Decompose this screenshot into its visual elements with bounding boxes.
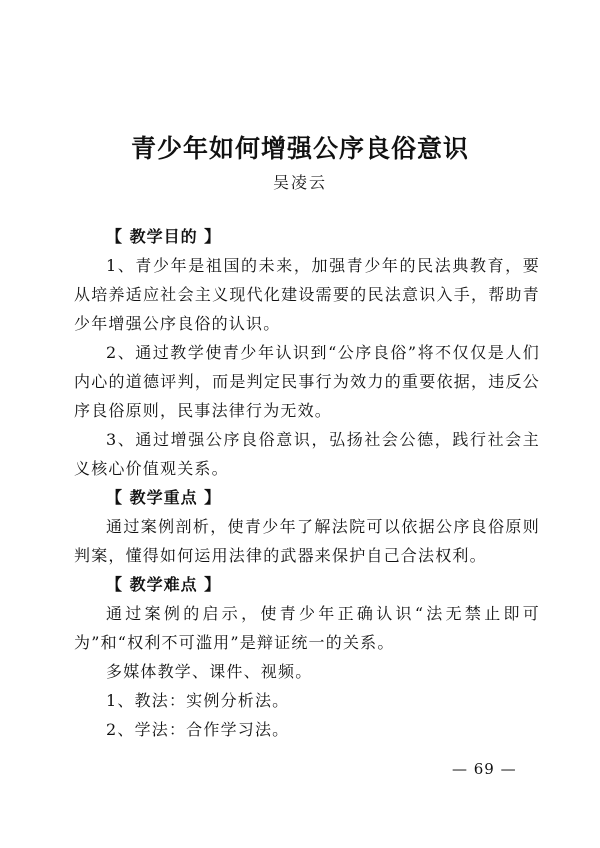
key-points-text: 通过案例剖析，使青少年了解法院可以依据公序良俗原则判案，懂得如何运用法律的武器来保护自己合法权利。 [74, 517, 540, 565]
difficulties-heading: 【 教学难点 】 [106, 575, 222, 594]
objective-item-3: 3、通过增强公序良俗意识，弘扬社会公德，践行社会主义核心价值观关系。 [74, 430, 540, 478]
page-number: — 69 — [452, 760, 517, 778]
objective-item-2: 2、通过教学使青少年认识到“公序良俗”将不仅仅是人们内心的道德评判，而是判定民事行为效力的重要依据，违反公序良俗原则，民事法律行为无效。 [74, 343, 540, 420]
method-line-3: 2、学法：合作学习法。 [106, 720, 290, 739]
objective-item-1: 1、青少年是祖国的未来，加强青少年的民法典教育，要从培养适应社会主义现代化建设需要的民法意识入手，帮助青少年增强公序良俗的认识。 [74, 256, 540, 333]
method-line-2: 1、教法：实例分析法。 [106, 691, 290, 710]
key-points-heading: 【 教学重点 】 [106, 488, 222, 507]
method-line-1: 多媒体教学、课件、视频。 [106, 662, 313, 681]
document-body [74, 222, 540, 744]
page-title: 青少年如何增强公序良俗意识 [130, 134, 469, 163]
objectives-heading: 【 教学目的 】 [106, 227, 222, 246]
author-name: 吴凌云 [272, 173, 327, 192]
difficulties-text: 通过案例的启示，使青少年正确认识“法无禁止即可为”和“权利不可滥用”是辩证统一的关系。 [74, 604, 540, 652]
